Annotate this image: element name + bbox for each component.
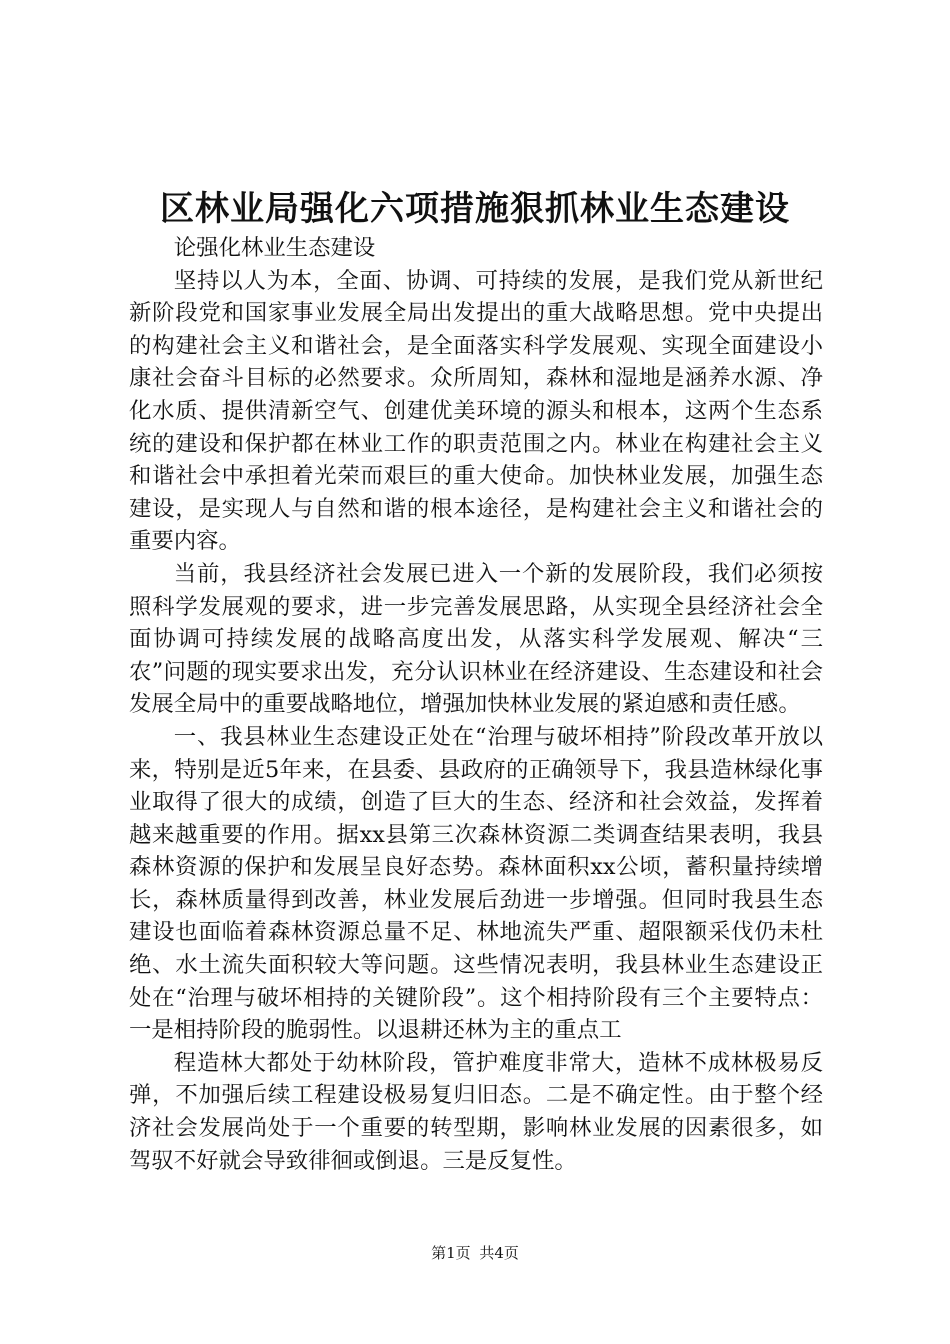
document-title: 区林业局强化六项措施狠抓林业生态建设 (160, 189, 790, 229)
page-total: 共4页 (479, 1244, 519, 1262)
paragraph-4: 程造林大都处于幼林阶段，管护难度非常大，造林不成林极易反弹，不加强后续工程建设极易复归旧态。二是不确定性。由于整个经济社会发展尚处于一个重要的转型期，影响林业发展的因素很多，如驾驭不好就会导致徘徊或倒退。三是反复性。 (129, 1049, 823, 1174)
page-number: 第1页 (431, 1244, 471, 1262)
document-body (129, 232, 823, 1177)
paragraph-1: 坚持以人为本，全面、协调、可持续的发展，是我们党从新世纪新阶段党和国家事业发展全局出发提出的重大战略思想。党中央提出的构建社会主义和谐社会，是全面落实科学发展观、实现全面建设小康社会奋斗目标的必然要求。众所周知，森林和湿地是涵养水源、净化水质、提供清新空气、创建优美环境的源头和根本，这两个生态系统的建设和保护都在林业工作的职责范围之内。林业在构建社会主义和谐社会中承担着光荣而艰巨的重大使命。加快林业发展，加强生态建设，是实现人与自然和谐的根本途径，是构建社会主义和谐社会的重要内容。 (129, 267, 823, 555)
paragraph-2: 当前，我县经济社会发展已进入一个新的发展阶段，我们必须按照科学发展观的要求，进一步完善发展思路，从实现全县经济社会全面协调可持续发展的战略高度出发，从落实科学发展观、解决“三农”问题的现实要求出发，充分认识林业在经济建设、生态建设和社会发展全局中的重要战略地位，增强加快林业发展的紧迫感和责任感。 (129, 560, 823, 718)
paragraph-3: 一、我县林业生态建设正处在“治理与破坏相持”阶段改革开放以来，特别是近5年来，在县委、县政府的正确领导下，我县造林绿化事业取得了很大的成绩，创造了巨大的生态、经济和社会效益，发挥着越来越重要的作用。据xx县第三次森林资源二类调查结果表明，我县森林资源的保护和发展呈良好态势。森林面积xx公顷，蓄积量持续增长，森林质量得到改善，林业发展后劲进一步增强。但同时我县生态建设也面临着森林资源总量不足、林地流失严重、超限额采伐仍未杜绝、水土流失面积较大等问题。这些情况表明，我县林业生态建设正处在“治理与破坏相持的关键阶段”。这个相持阶段有三个主要特点：一是相持阶段的脆弱性。以退耕还林为主的重点工 (129, 723, 823, 1044)
document-subtitle: 论强化林业生态建设 (173, 235, 376, 261)
page-footer (0, 1242, 950, 1264)
